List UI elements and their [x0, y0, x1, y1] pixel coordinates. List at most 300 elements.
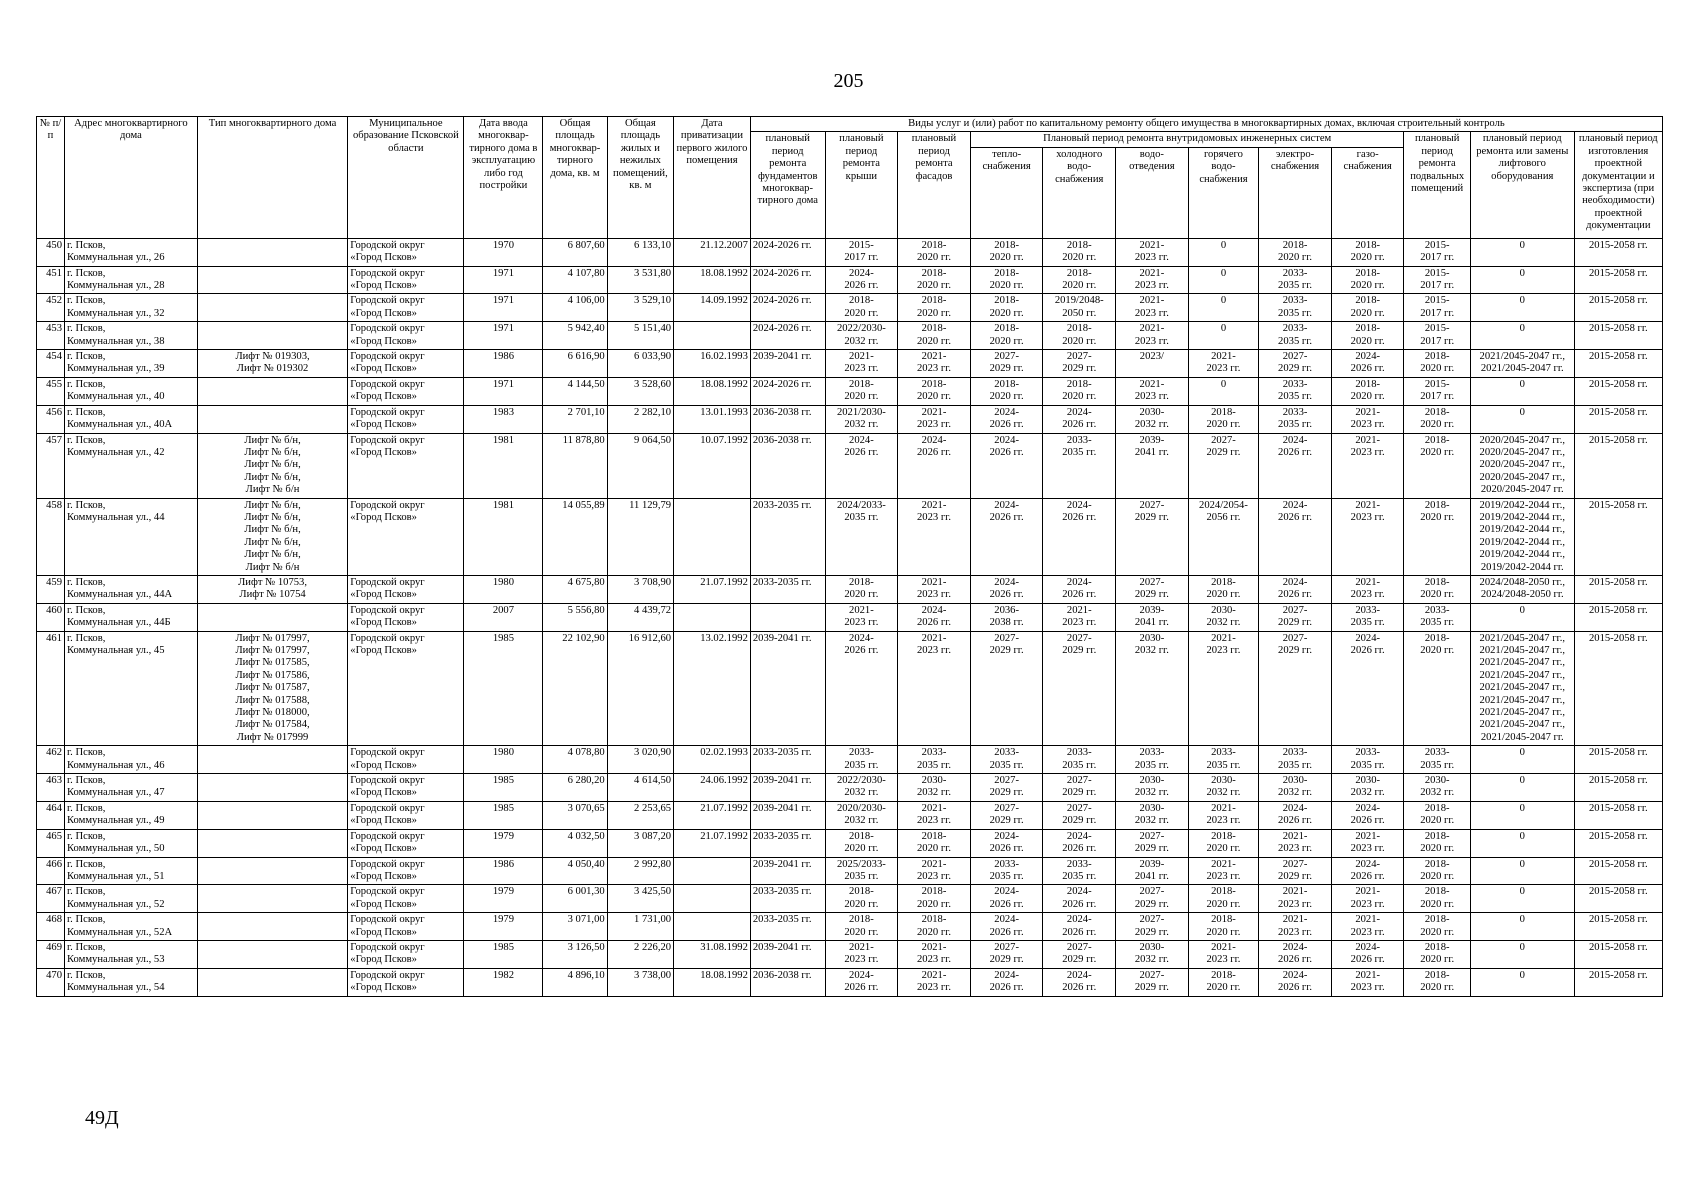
cell-building-type-line: Лифт № б/н, — [244, 511, 301, 523]
cell-cold-water — [1043, 377, 1116, 405]
cell-foundation-line: 2036-2038 гг. — [752, 434, 812, 446]
cell-facade-line: 2018- — [921, 239, 947, 251]
cell-roof-line: 2021- — [849, 941, 874, 953]
cell-electricity-line: 2024- — [1282, 499, 1308, 511]
cell-privatization: 13.01.1993 — [674, 405, 751, 433]
cell-lift-line: 0 — [1519, 406, 1525, 418]
cell-foundation — [750, 746, 825, 774]
cell-number: 468 — [37, 913, 65, 941]
cell-facade — [898, 405, 971, 433]
cell-address-line: Коммунальная ул., 44Б — [67, 617, 171, 629]
cell-electricity-line: 2029 гг. — [1278, 363, 1313, 375]
cell-sewer — [1116, 266, 1189, 294]
cell-basement-line: 2017 гг. — [1420, 280, 1455, 292]
cell-cold-water-line: 2024- — [1066, 830, 1092, 842]
cell-privatization: 21.12.2007 — [674, 238, 751, 266]
cell-facade — [898, 322, 971, 350]
cell-municipality-line: «Город Псков» — [350, 645, 417, 656]
cell-gas-line: 2023 гг. — [1350, 589, 1385, 601]
header-residential-area: Общая площадь жилых и нежилых помещений, кв. м — [607, 117, 673, 239]
cell-electricity-line: 2021- — [1282, 914, 1308, 926]
cell-docs — [1574, 350, 1662, 378]
cell-total-area: 5 556,80 — [543, 603, 607, 631]
cell-docs-line: 2015-2058 гг. — [1588, 886, 1648, 898]
cell-roof-line: 2033- — [849, 747, 874, 759]
cell-facade — [898, 631, 971, 746]
cell-address — [65, 968, 198, 996]
cell-lift-line: 2020/2045-2047 гг., — [1479, 471, 1565, 483]
cell-hot-water-line: 2056 гг. — [1206, 511, 1241, 523]
cell-gas-line: 2023 гг. — [1350, 898, 1385, 910]
cell-roof-line: 2032 гг. — [844, 815, 879, 827]
cell-cold-water-line: 2024- — [1066, 914, 1092, 926]
cell-cold-water — [1043, 746, 1116, 774]
cell-residential-area: 3 528,60 — [607, 377, 673, 405]
cell-lift-line: 2021/2045-2047 гг., — [1479, 719, 1565, 731]
cell-heat — [970, 377, 1043, 405]
cell-building-type-line: Лифт № 019302 — [236, 363, 309, 375]
cell-total-area: 2 701,10 — [543, 405, 607, 433]
cell-basement — [1404, 266, 1470, 294]
cell-privatization — [674, 913, 751, 941]
cell-gas-line: 2032 гг. — [1350, 787, 1385, 799]
cell-cold-water-line: 2027- — [1066, 775, 1092, 787]
cell-lift-line: 2021/2045-2047 гг., — [1479, 707, 1565, 719]
cell-basement-line: 2015- — [1424, 295, 1450, 307]
cell-building-type — [197, 913, 347, 941]
cell-docs-line: 2015-2058 гг. — [1588, 323, 1648, 335]
cell-facade-line: 2030- — [921, 775, 947, 787]
cell-roof-line: 2024- — [849, 434, 874, 446]
cell-docs — [1574, 266, 1662, 294]
cell-address — [65, 322, 198, 350]
cell-sewer-line: 2030- — [1139, 406, 1165, 418]
cell-municipality-line: «Город Псков» — [350, 280, 417, 292]
cell-heat-line: 2029 гг. — [989, 363, 1024, 375]
cell-address-line: Коммунальная ул., 49 — [67, 815, 165, 827]
cell-lift-line: 0 — [1519, 267, 1525, 279]
cell-foundation-line: 2036-2038 гг. — [752, 969, 812, 981]
cell-total-area: 4 050,40 — [543, 857, 607, 885]
cell-heat-line: 2027- — [994, 775, 1019, 787]
cell-sewer — [1116, 774, 1189, 802]
cell-heat-line: 2020 гг. — [989, 391, 1024, 403]
cell-municipality — [348, 968, 464, 996]
cell-municipality-line: Городской округ — [350, 604, 425, 616]
cell-sewer-line: 2027- — [1139, 576, 1165, 588]
cell-electricity-line: 2027- — [1282, 858, 1308, 870]
cell-foundation-line: 2039-2041 гг. — [752, 858, 812, 870]
cell-gas — [1331, 968, 1404, 996]
cell-gas-line: 2023 гг. — [1350, 446, 1385, 458]
cell-cold-water-line: 2033- — [1066, 434, 1092, 446]
cell-roof — [825, 801, 898, 829]
cell-address — [65, 433, 198, 498]
cell-heat-line: 2035 гг. — [989, 870, 1024, 882]
cell-basement-line: 2020 гг. — [1420, 589, 1455, 601]
cell-lift-line: 0 — [1519, 604, 1525, 616]
cell-heat — [970, 322, 1043, 350]
cell-cold-water-line: 2026 гг. — [1062, 843, 1097, 855]
cell-gas-line: 2023 гг. — [1350, 511, 1385, 523]
cell-docs — [1574, 885, 1662, 913]
cell-roof-line: 2018- — [849, 576, 874, 588]
cell-address-line: г. Псков, — [67, 941, 106, 953]
cell-basement-line: 2018- — [1424, 351, 1450, 363]
table-row — [37, 603, 1663, 631]
cell-cold-water — [1043, 940, 1116, 968]
cell-basement — [1404, 350, 1470, 378]
cell-hot-water — [1188, 968, 1259, 996]
cell-municipality-line: «Город Псков» — [350, 843, 417, 855]
cell-cold-water — [1043, 829, 1116, 857]
cell-municipality-line: Городской округ — [350, 632, 425, 644]
cell-address — [65, 940, 198, 968]
cell-gas-line: 2035 гг. — [1350, 617, 1385, 629]
cell-basement-line: 2020 гг. — [1420, 645, 1455, 656]
cell-gas-line: 2023 гг. — [1350, 926, 1385, 938]
cell-number: 464 — [37, 801, 65, 829]
cell-cold-water-line: 2021- — [1066, 604, 1092, 616]
cell-address-line: Коммунальная ул., 32 — [67, 307, 165, 319]
cell-municipality-line: «Город Псков» — [350, 787, 417, 799]
header-sewer: водо-отведения — [1116, 147, 1189, 238]
cell-municipality — [348, 857, 464, 885]
cell-facade-line: 2023 гг. — [917, 589, 951, 601]
cell-lift-line: 2020/2045-2047 гг., — [1479, 434, 1565, 446]
cell-basement-line: 2017 гг. — [1420, 391, 1455, 403]
cell-roof — [825, 940, 898, 968]
cell-municipality — [348, 294, 464, 322]
cell-gas-line: 2018- — [1355, 267, 1381, 279]
cell-lift-line: 2020/2045-2047 гг., — [1479, 446, 1565, 458]
cell-gas — [1331, 940, 1404, 968]
cell-municipality-line: Городской округ — [350, 969, 425, 981]
cell-heat — [970, 405, 1043, 433]
cell-number: 451 — [37, 266, 65, 294]
cell-address-line: г. Псков, — [67, 858, 106, 870]
cell-basement — [1404, 968, 1470, 996]
cell-docs — [1574, 498, 1662, 575]
cell-total-area: 4 144,50 — [543, 377, 607, 405]
cell-roof-line: 2018- — [849, 914, 874, 926]
cell-heat-line: 2026 гг. — [989, 898, 1024, 910]
cell-lift-line: 2021/2045-2047 гг., — [1479, 682, 1565, 694]
cell-address — [65, 377, 198, 405]
cell-building-type — [197, 829, 347, 857]
header-engineering-group: Плановый период ремонта внутридомовых инженерных систем — [970, 132, 1404, 147]
cell-building-type — [197, 968, 347, 996]
cell-basement-line: 2035 гг. — [1420, 617, 1455, 629]
cell-gas-line: 2026 гг. — [1350, 815, 1385, 827]
cell-electricity-line: 2035 гг. — [1278, 280, 1313, 292]
cell-commission: 1982 — [464, 968, 543, 996]
cell-residential-area: 1 731,00 — [607, 913, 673, 941]
cell-residential-area: 3 529,10 — [607, 294, 673, 322]
cell-address — [65, 350, 198, 378]
cell-building-type — [197, 405, 347, 433]
cell-electricity — [1259, 829, 1332, 857]
cell-residential-area: 3 708,90 — [607, 575, 673, 603]
header-works-group: Виды услуг и (или) работ по капитальному ремонту общего имущества в многоквартирных домах, включая строительный контроль — [750, 117, 1662, 132]
cell-facade — [898, 774, 971, 802]
cell-lift-line: 2019/2042-2044 гг., — [1479, 549, 1565, 561]
cell-roof — [825, 498, 898, 575]
cell-total-area: 6 807,60 — [543, 238, 607, 266]
cell-hot-water-line: 2023 гг. — [1206, 954, 1241, 966]
cell-hot-water — [1188, 575, 1259, 603]
cell-gas-line: 2020 гг. — [1350, 280, 1385, 292]
cell-building-type-line: Лифт № 017587, — [235, 682, 310, 694]
cell-facade-line: 2020 гг. — [917, 307, 951, 319]
cell-building-type-line: Лифт № 10754 — [239, 589, 306, 601]
cell-building-type-line: Лифт № б/н, — [244, 459, 301, 471]
cell-lift-line: 0 — [1519, 914, 1525, 926]
table-row — [37, 913, 1663, 941]
cell-total-area: 22 102,90 — [543, 631, 607, 746]
cell-privatization: 31.08.1992 — [674, 940, 751, 968]
cell-lift — [1470, 913, 1574, 941]
cell-hot-water — [1188, 940, 1259, 968]
cell-number: 462 — [37, 746, 65, 774]
cell-foundation-line: 2024-2026 гг. — [752, 378, 812, 390]
cell-basement — [1404, 377, 1470, 405]
cell-facade-line: 2035 гг. — [917, 759, 951, 771]
cell-municipality-line: «Город Псков» — [350, 617, 417, 629]
cell-basement-line: 2017 гг. — [1420, 335, 1455, 347]
cell-gas-line: 2021- — [1355, 969, 1381, 981]
cell-sewer-line: 2023 гг. — [1134, 391, 1169, 403]
cell-roof-line: 2021- — [849, 604, 874, 616]
cell-municipality-line: Городской округ — [350, 434, 425, 446]
cell-lift-line: 0 — [1519, 295, 1525, 307]
cell-roof-line: 2032 гг. — [844, 419, 879, 431]
cell-electricity-line: 2024- — [1282, 434, 1308, 446]
cell-electricity-line: 2024- — [1282, 969, 1308, 981]
cell-building-type — [197, 631, 347, 746]
cell-address-line: г. Псков, — [67, 406, 106, 418]
cell-basement — [1404, 746, 1470, 774]
cell-lift — [1470, 829, 1574, 857]
cell-municipality-line: Городской округ — [350, 858, 425, 870]
cell-building-type — [197, 377, 347, 405]
cell-municipality-line: «Город Псков» — [350, 307, 417, 319]
cell-roof-line: 2035 гг. — [844, 759, 879, 771]
cell-docs — [1574, 575, 1662, 603]
cell-building-type — [197, 575, 347, 603]
cell-total-area: 14 055,89 — [543, 498, 607, 575]
cell-heat-line: 2024- — [994, 969, 1019, 981]
cell-address-line: г. Псков, — [67, 267, 106, 279]
cell-cold-water-line: 2020 гг. — [1062, 335, 1097, 347]
cell-sewer-line: 2039- — [1139, 434, 1165, 446]
cell-foundation — [750, 377, 825, 405]
cell-basement — [1404, 498, 1470, 575]
cell-heat — [970, 774, 1043, 802]
cell-commission: 1971 — [464, 377, 543, 405]
cell-electricity — [1259, 774, 1332, 802]
cell-sewer — [1116, 405, 1189, 433]
cell-municipality-line: «Город Псков» — [350, 898, 417, 910]
cell-municipality — [348, 405, 464, 433]
cell-basement — [1404, 631, 1470, 746]
cell-facade-line: 2021- — [921, 351, 947, 363]
cell-hot-water — [1188, 603, 1259, 631]
cell-roof-line: 2035 гг. — [844, 511, 879, 523]
header-lift: плановый период ремонта или замены лифтового оборудования — [1470, 132, 1574, 238]
cell-lift-line: 0 — [1519, 886, 1525, 898]
cell-municipality-line: «Город Псков» — [350, 419, 417, 431]
cell-sewer-line: 2021- — [1139, 378, 1165, 390]
cell-basement-line: 2033- — [1424, 747, 1450, 759]
cell-sewer-line: 2030- — [1139, 775, 1165, 787]
cell-lift — [1470, 294, 1574, 322]
cell-lift — [1470, 498, 1574, 575]
cell-basement — [1404, 433, 1470, 498]
cell-facade-line: 2020 гг. — [917, 843, 951, 855]
cell-hot-water — [1188, 857, 1259, 885]
cell-sewer-line: 2032 гг. — [1134, 645, 1169, 656]
cell-municipality — [348, 913, 464, 941]
cell-gas-line: 2021- — [1355, 499, 1381, 511]
cell-municipality-line: Городской округ — [350, 576, 425, 588]
cell-residential-area: 11 129,79 — [607, 498, 673, 575]
cell-cold-water-line: 2050 гг. — [1062, 307, 1097, 319]
cell-docs — [1574, 238, 1662, 266]
cell-municipality-line: Городской округ — [350, 499, 425, 511]
cell-lift-line: 2024/2048-2050 гг. — [1480, 589, 1564, 601]
cell-cold-water-line: 2029 гг. — [1062, 954, 1097, 966]
cell-gas — [1331, 266, 1404, 294]
cell-cold-water — [1043, 238, 1116, 266]
cell-sewer-line: 2023/ — [1139, 351, 1164, 363]
cell-electricity-line: 2026 гг. — [1278, 815, 1313, 827]
cell-heat — [970, 801, 1043, 829]
cell-building-type — [197, 940, 347, 968]
cell-sewer — [1116, 575, 1189, 603]
cell-electricity — [1259, 631, 1332, 746]
table-row — [37, 575, 1663, 603]
cell-address-line: Коммунальная ул., 38 — [67, 335, 165, 347]
cell-sewer — [1116, 968, 1189, 996]
cell-basement-line: 2018- — [1424, 941, 1450, 953]
cell-hot-water-line: 2027- — [1211, 434, 1236, 446]
cell-electricity-line: 2035 гг. — [1278, 307, 1313, 319]
cell-cold-water-line: 2024- — [1066, 969, 1092, 981]
cell-heat — [970, 631, 1043, 746]
cell-gas — [1331, 294, 1404, 322]
cell-gas-line: 2020 гг. — [1350, 335, 1385, 347]
cell-electricity-line: 2023 гг. — [1278, 898, 1313, 910]
cell-municipality-line: «Город Псков» — [350, 511, 417, 523]
cell-gas-line: 2021- — [1355, 830, 1381, 842]
cell-residential-area: 4 439,72 — [607, 603, 673, 631]
cell-electricity-line: 2020 гг. — [1278, 252, 1313, 264]
cell-foundation — [750, 350, 825, 378]
cell-electricity-line: 2026 гг. — [1278, 446, 1313, 458]
cell-cold-water-line: 2018- — [1066, 378, 1092, 390]
cell-gas — [1331, 238, 1404, 266]
cell-facade-line: 2026 гг. — [917, 617, 951, 629]
cell-total-area: 4 032,50 — [543, 829, 607, 857]
cell-heat — [970, 968, 1043, 996]
cell-privatization: 13.02.1992 — [674, 631, 751, 746]
cell-electricity — [1259, 575, 1332, 603]
cell-hot-water-line: 2035 гг. — [1206, 759, 1241, 771]
cell-building-type-line: Лифт № б/н, — [244, 549, 301, 561]
cell-electricity — [1259, 266, 1332, 294]
cell-lift-line: 2019/2042-2044 гг., — [1479, 524, 1565, 536]
cell-building-type-line: Лифт № б/н, — [244, 536, 301, 548]
cell-gas — [1331, 433, 1404, 498]
cell-address — [65, 405, 198, 433]
cell-basement-line: 2018- — [1424, 969, 1450, 981]
cell-docs-line: 2015-2058 гг. — [1588, 747, 1648, 759]
cell-heat — [970, 498, 1043, 575]
cell-lift-line: 2019/2042-2044 гг., — [1479, 536, 1565, 548]
cell-electricity-line: 2027- — [1282, 632, 1308, 644]
cell-gas-line: 2018- — [1355, 378, 1381, 390]
cell-residential-area: 2 992,80 — [607, 857, 673, 885]
cell-sewer — [1116, 857, 1189, 885]
cell-gas-line: 2021- — [1355, 576, 1381, 588]
cell-cold-water-line: 2033- — [1066, 747, 1092, 759]
cell-hot-water — [1188, 801, 1259, 829]
cell-building-type-line: Лифт № б/н — [245, 484, 300, 496]
cell-foundation-line: 2039-2041 гг. — [752, 775, 812, 787]
cell-address-line: Коммунальная ул., 50 — [67, 843, 165, 855]
cell-hot-water-line: 2018- — [1211, 969, 1236, 981]
cell-heat-line: 2026 гг. — [989, 982, 1024, 994]
header-facade: плановый период ремонта фасадов — [898, 132, 971, 238]
cell-electricity-line: 2033- — [1282, 406, 1308, 418]
cell-roof-line: 2015- — [849, 239, 874, 251]
cell-building-type-line: Лифт № 017999 — [236, 731, 309, 743]
cell-sewer-line: 2023 гг. — [1134, 280, 1169, 292]
cell-facade-line: 2024- — [921, 434, 947, 446]
cell-commission: 1971 — [464, 294, 543, 322]
cell-gas-line: 2021- — [1355, 886, 1381, 898]
cell-roof-line: 2023 гг. — [844, 617, 879, 629]
cell-building-type — [197, 774, 347, 802]
cell-foundation-line: 2039-2041 гг. — [752, 351, 812, 363]
cell-gas-line: 2026 гг. — [1350, 954, 1385, 966]
cell-gas-line: 2020 гг. — [1350, 307, 1385, 319]
cell-facade-line: 2021- — [921, 406, 947, 418]
cell-cold-water-line: 2035 гг. — [1062, 759, 1097, 771]
cell-lift-line: 0 — [1519, 775, 1525, 787]
cell-address-line: г. Псков, — [67, 830, 106, 842]
cell-sewer — [1116, 940, 1189, 968]
cell-lift-line: 2019/2042-2044 гг., — [1479, 511, 1565, 523]
cell-heat-line: 2035 гг. — [989, 759, 1024, 771]
cell-gas-line: 2023 гг. — [1350, 982, 1385, 994]
header-num: № п/п — [37, 117, 65, 239]
cell-facade-line: 2023 гг. — [917, 419, 951, 431]
cell-cold-water-line: 2035 гг. — [1062, 870, 1097, 882]
cell-building-type — [197, 498, 347, 575]
cell-number: 463 — [37, 774, 65, 802]
cell-lift — [1470, 575, 1574, 603]
cell-sewer-line: 2021- — [1139, 239, 1165, 251]
cell-roof-line: 2032 гг. — [844, 335, 879, 347]
cell-privatization: 21.07.1992 — [674, 575, 751, 603]
cell-roof-line: 2022/2030- — [836, 323, 886, 335]
cell-commission: 1985 — [464, 940, 543, 968]
cell-facade-line: 2024- — [921, 604, 947, 616]
cell-gas-line: 2033- — [1355, 604, 1381, 616]
cell-roof — [825, 885, 898, 913]
